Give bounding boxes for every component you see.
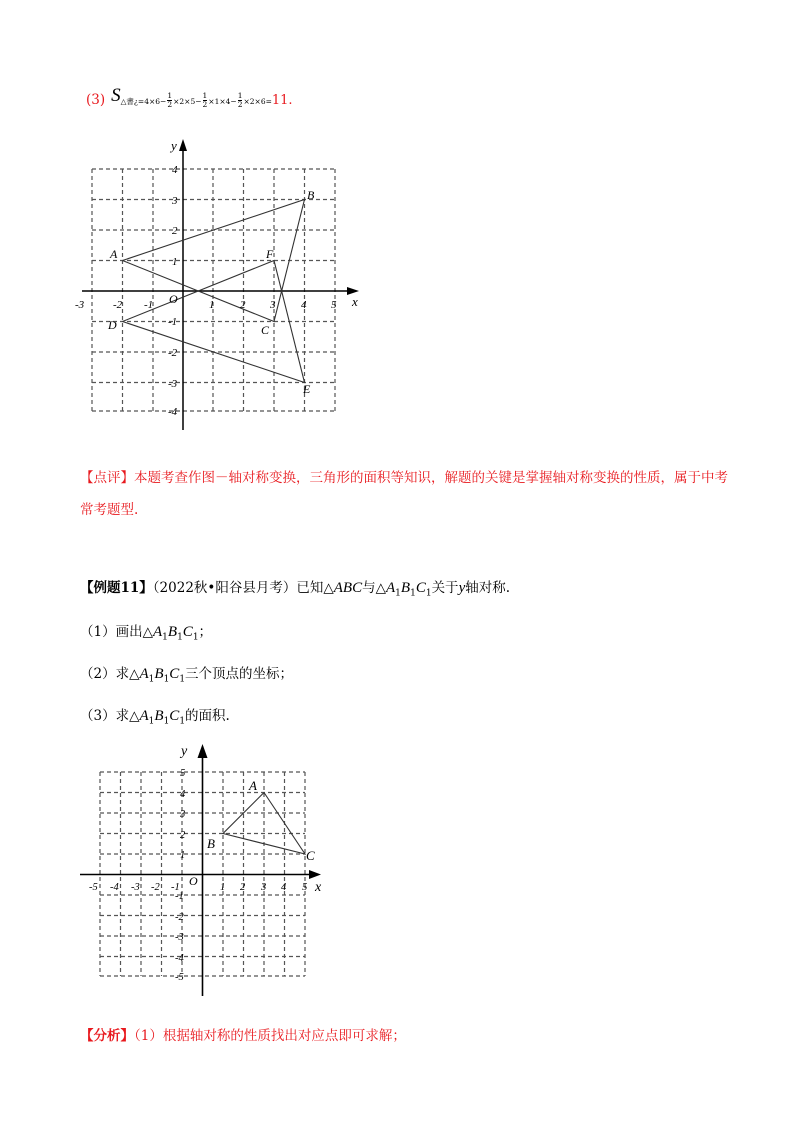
point-label-c: C: [306, 848, 315, 863]
y-tick-label: -4: [168, 406, 178, 418]
part3-label: (3): [86, 92, 106, 108]
y-axis-arrow-icon: [198, 744, 208, 758]
y-tick-label: 5: [180, 768, 186, 779]
x-tick-label: 2: [240, 882, 246, 893]
half-fraction: $\frac{1}{2}$: [202, 91, 208, 109]
expr-part-3: ×1×4−: [208, 97, 237, 106]
example-source: （2022秋•阳谷县月考）已知: [152, 580, 324, 596]
area-subscript: △書¿: [120, 97, 138, 106]
triangle-a1b1c1: $\triangle A_1B_1C_1$: [129, 666, 186, 685]
triangle-a1b1c1: $\triangle A_1B_1C_1$: [142, 624, 199, 643]
example-heading: [80, 578, 510, 604]
triangle-abc: △ABC: [323, 580, 363, 596]
origin-label: O: [189, 874, 198, 888]
x-tick-label: -3: [131, 882, 140, 893]
axis-name: y: [458, 580, 466, 596]
symmetry-text: 关于: [431, 580, 459, 596]
expr-part-2: ×2×5−: [173, 97, 202, 106]
half-fraction: $\frac{1}{2}$: [237, 91, 243, 109]
y-tick-label: -3: [168, 378, 178, 390]
y-tick-label: 4: [180, 789, 186, 800]
question-3: [80, 706, 230, 732]
point-label-e: E: [303, 382, 311, 396]
symmetry-end: 轴对称.: [465, 580, 511, 596]
coordinate-graph-2: [75, 740, 340, 1000]
y-tick-label: -1: [175, 891, 184, 902]
y-tick-label: 1: [180, 850, 186, 861]
x-tick-label: -2: [113, 299, 123, 311]
point-label-f: F: [266, 247, 274, 261]
point-label-d: D: [108, 318, 117, 332]
q1-end: ；: [198, 624, 213, 640]
x-tick-label: -3: [75, 299, 85, 311]
y-tick-label: 2: [172, 225, 178, 237]
point-label-a: A: [110, 247, 118, 261]
review-text: 本题考查作图－轴对称变换，三角形的面积等知识，解题的关键是掌握轴对称变换的性质，属于中考常考题型.: [80, 470, 728, 518]
x-tick-label: 1: [209, 299, 215, 311]
x-tick-label: 3: [270, 299, 276, 311]
expr-part-4: ×2×6=: [243, 97, 272, 106]
y-axis-label: y: [181, 744, 188, 759]
y-tick-label: -2: [175, 912, 184, 923]
point-label-b: B: [307, 188, 315, 202]
y-tick-label: 1: [172, 256, 178, 268]
analysis-paragraph: [80, 1026, 406, 1046]
y-tick-label: 3: [172, 195, 178, 207]
y-tick-label: 2: [180, 830, 186, 841]
x-tick-label: -4: [110, 882, 119, 893]
q3-end: 的面积.: [185, 708, 230, 724]
y-axis-label: y: [171, 138, 177, 153]
y-tick-label: -4: [175, 953, 184, 964]
x-tick-label: 5: [302, 882, 308, 893]
x-axis-label: x: [315, 880, 322, 895]
point-label-a: A: [249, 778, 257, 793]
x-tick-label: 3: [261, 882, 267, 893]
review-tag: 【点评】: [80, 470, 134, 486]
question-2: [80, 664, 293, 690]
x-tick-label: -1: [144, 299, 154, 311]
grid-1: [92, 169, 335, 411]
triangle-a1b1c1: $\triangle A_1B_1C_1$: [129, 708, 186, 727]
y-tick-label: 3: [180, 809, 186, 820]
area-symbol: S: [111, 85, 121, 106]
x-tick-label: 5: [331, 299, 337, 311]
y-tick-label: -1: [168, 316, 178, 328]
x-axis-arrow-icon: [309, 870, 321, 879]
review-paragraph: [80, 462, 730, 526]
x-axis-label: x: [352, 294, 358, 309]
y-tick-label: -3: [175, 932, 184, 943]
x-tick-label: 4: [281, 882, 287, 893]
x-tick-label: 2: [240, 299, 246, 311]
coordinate-graph-1: [70, 130, 370, 435]
analysis-tag: 【分析】: [80, 1028, 134, 1044]
q1-text: （1）画出: [80, 624, 143, 640]
x-tick-label: -2: [151, 882, 160, 893]
y-tick-label: 4: [172, 164, 178, 176]
conjunction: 与: [362, 580, 376, 596]
analysis-text: （1）根据轴对称的性质找出对应点即可求解；: [134, 1028, 406, 1044]
q2-text: （2）求: [80, 666, 130, 682]
half-fraction: $\frac{1}{2}$: [167, 91, 173, 109]
q3-text: （3）求: [80, 708, 130, 724]
area-formula: [86, 86, 293, 112]
expr-part-1: =4×6−: [137, 97, 167, 106]
y-tick-label: -2: [168, 347, 178, 359]
origin-label: O: [169, 292, 178, 306]
y-tick-label: -5: [175, 972, 184, 983]
x-tick-label: -5: [89, 882, 98, 893]
point-label-c: C: [261, 323, 270, 337]
example-tag: 【例题11】: [80, 580, 153, 596]
point-label-b: B: [207, 836, 215, 851]
q2-end: 三个顶点的坐标；: [185, 666, 294, 682]
y-axis-arrow-icon: [179, 139, 187, 151]
question-1: [80, 622, 212, 648]
area-result: 11.: [271, 93, 293, 108]
x-tick-label: -1: [171, 882, 180, 893]
x-tick-label: 4: [301, 299, 307, 311]
triangle-a1b1c1: $\triangle A_1B_1C_1$: [375, 580, 432, 599]
x-tick-label: 1: [220, 882, 226, 893]
